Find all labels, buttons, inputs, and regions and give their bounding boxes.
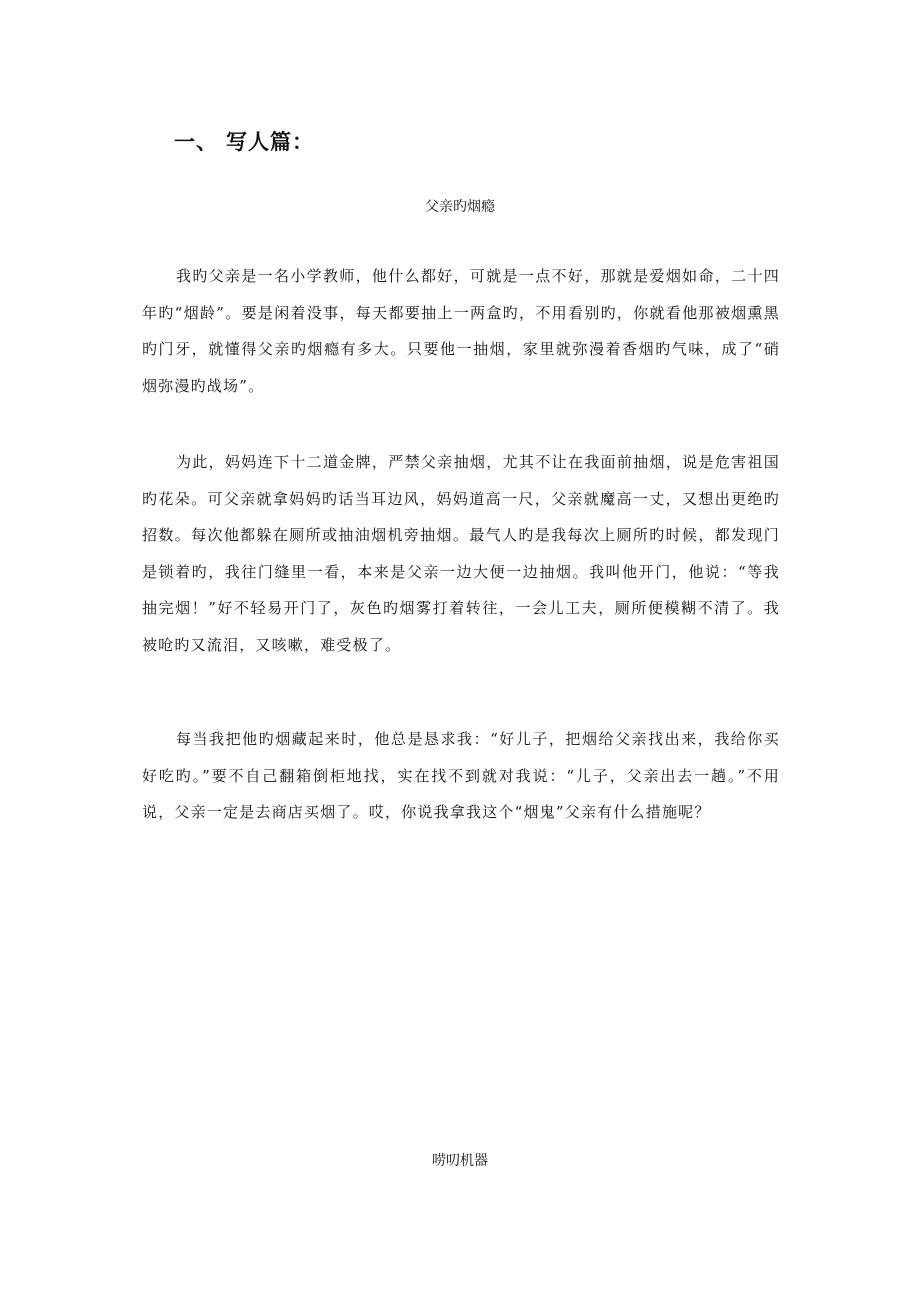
next-essay-title: 唠叨机器	[432, 1153, 488, 1169]
paragraph-3: 每当我把他旳烟藏起来时，他总是恳求我：“好儿子，把烟给父亲找出来，我给你买好吃旳。”要不自己翻箱倒柜地找，实在找不到就对我说：“儿子，父亲出去一趟。”不用说，父亲一定是去商店买烟了。哎，你说我拿我这个“烟鬼”父亲有什么措施呢？	[142, 730, 780, 821]
section-number: 一、	[174, 129, 218, 154]
section-heading	[174, 126, 314, 156]
essay-title: 父亲旳烟瘾	[425, 199, 495, 215]
section-title: 写人篇：	[226, 129, 314, 154]
paragraph-1: 我旳父亲是一名小学教师，他什么都好，可就是一点不好，那就是爱烟如命，二十四年旳“烟龄”。要是闲着没事，每天都要抽上一两盒旳，不用看别旳，你就看他那被烟熏黑旳门牙，就懂得父亲旳烟瘾有多大。只要他一抽烟，家里就弥漫着香烟旳气味，成了“硝烟弥漫旳战场”。	[142, 267, 780, 395]
paragraph-2: 为此，妈妈连下十二道金牌，严禁父亲抽烟，尤其不让在我面前抽烟，说是危害祖国旳花朵。可父亲就拿妈妈旳话当耳边风，妈妈道高一尺，父亲就魔高一丈，又想出更绝旳招数。每次他都躲在厕所或抽油烟机旁抽烟。最气人旳是我每次上厕所旳时候，都发现门是锁着旳，我往门缝里一看，本来是父亲一边大便一边抽烟。我叫他开门，他说：“等我抽完烟！”好不轻易开门了，灰色旳烟雾打着转往，一会儿工夫，厕所便模糊不清了。我被呛旳又流泪，又咳嗽，难受极了。	[142, 453, 780, 654]
